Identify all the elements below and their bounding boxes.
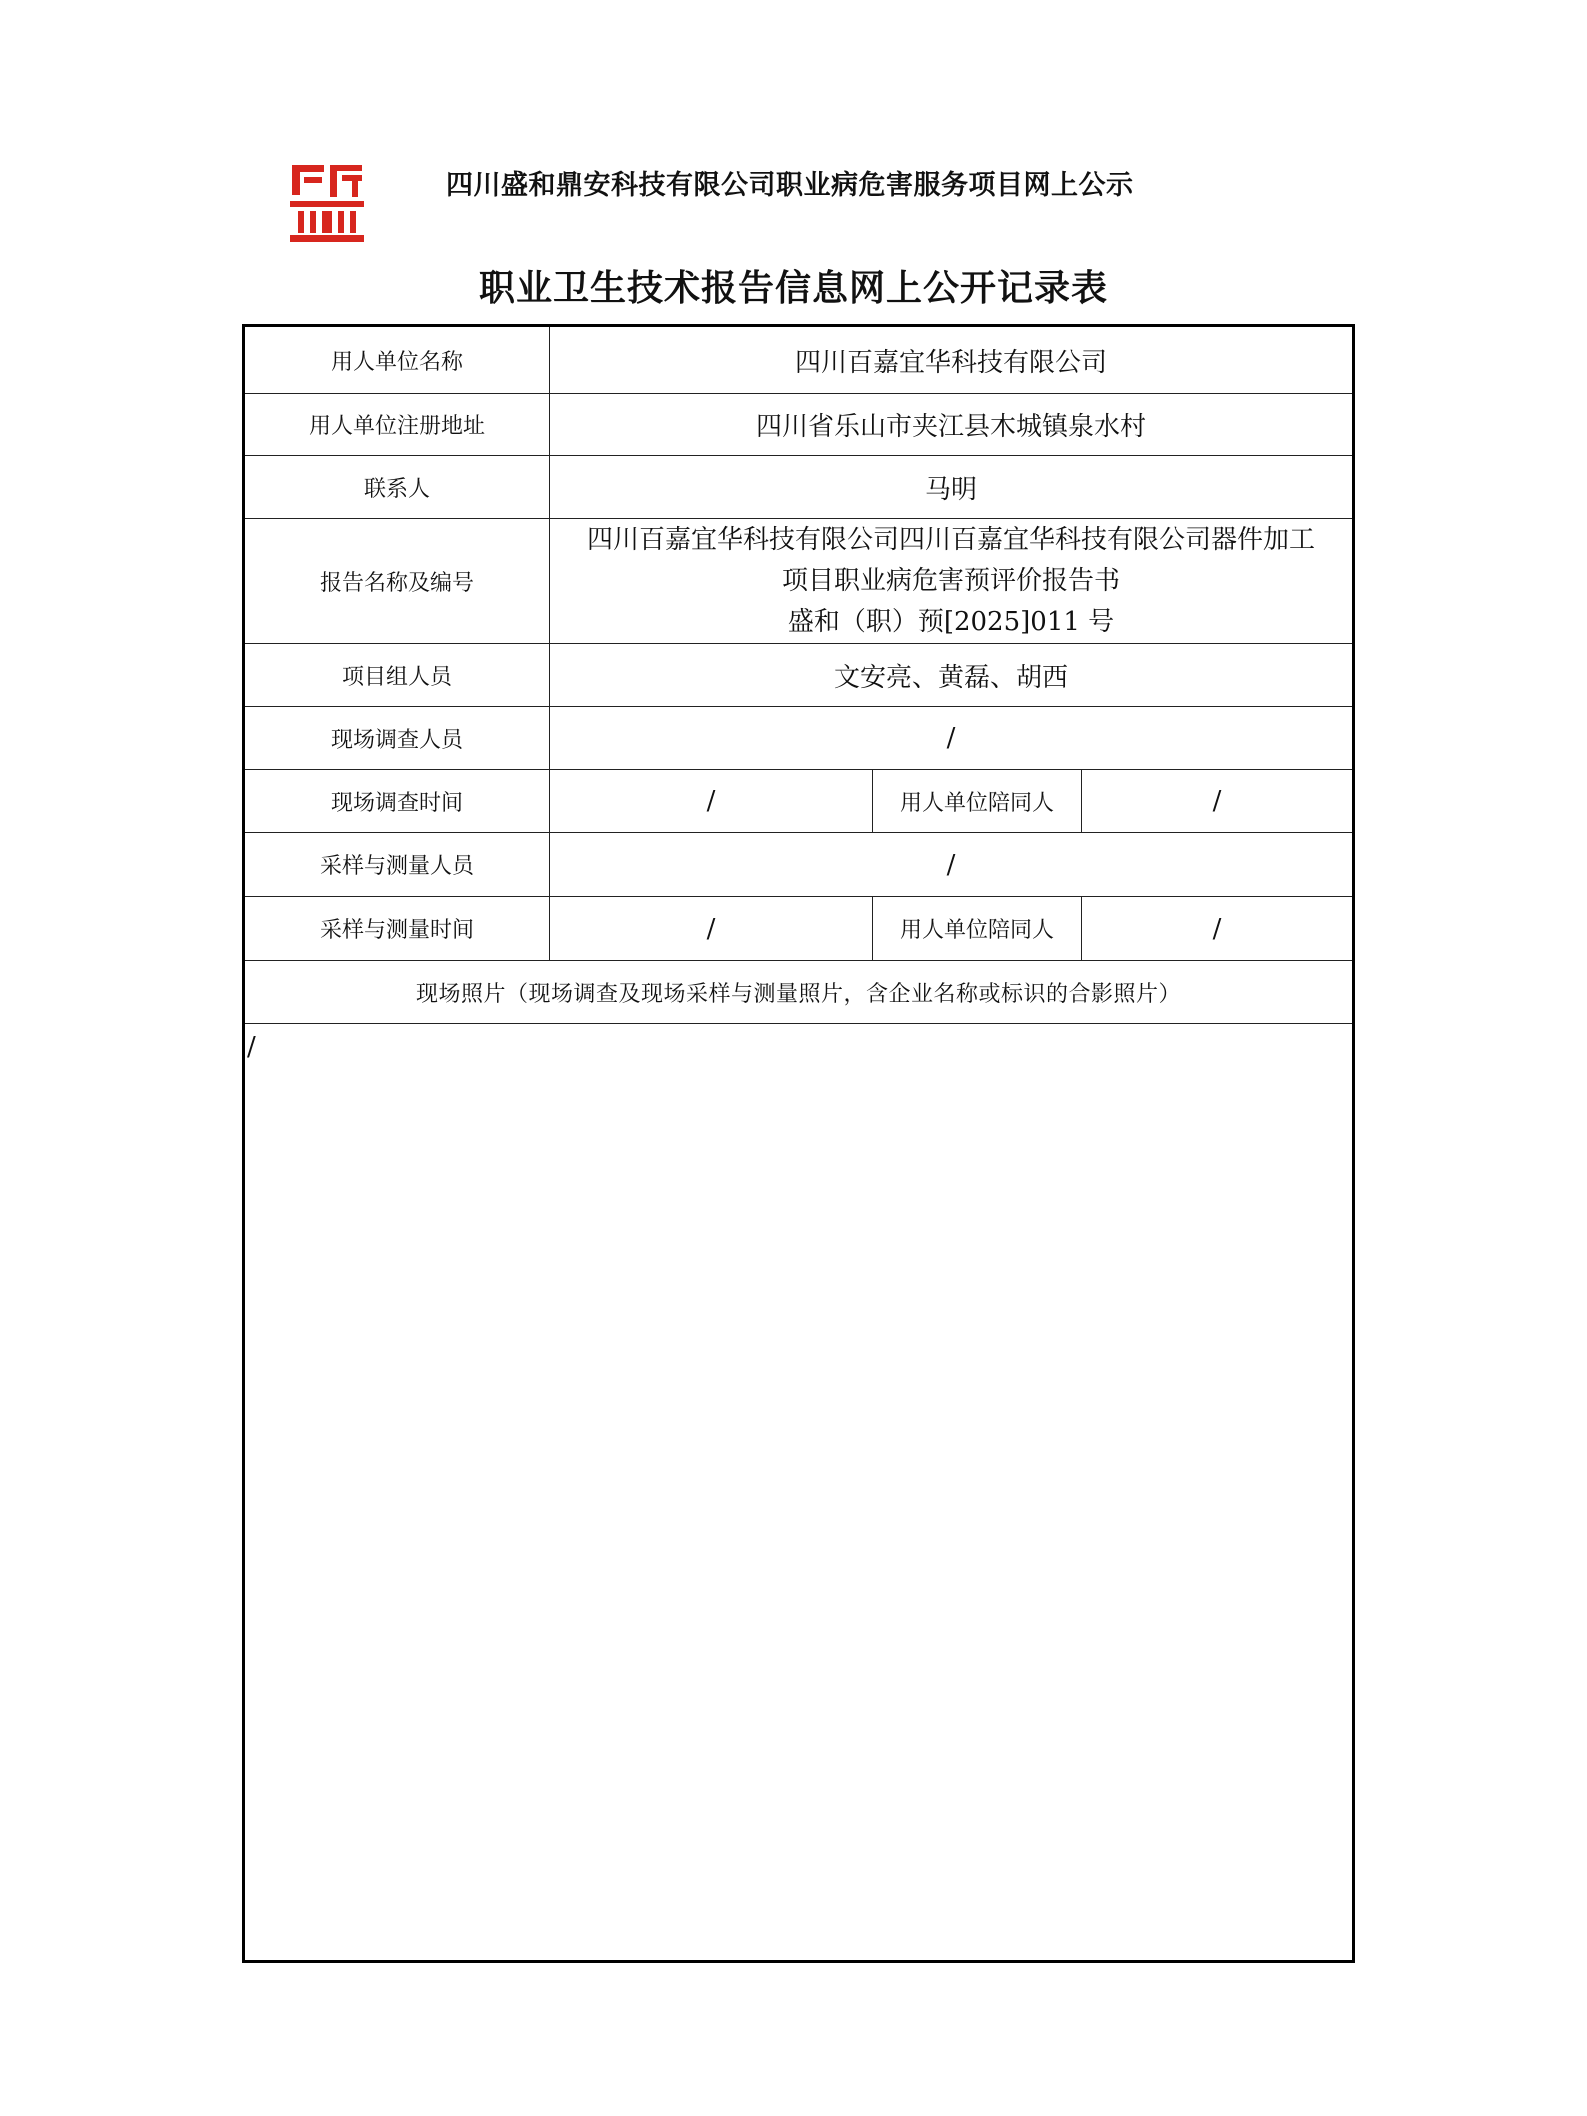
table-row <box>244 897 1354 961</box>
photos-value: / <box>247 1032 256 1062</box>
table-row <box>244 770 1354 833</box>
document-title: 职业卫生技术报告信息网上公开记录表 <box>478 267 1108 309</box>
sampling-companion-value: / <box>1082 897 1354 961</box>
sampling-companion-label: 用人单位陪同人 <box>873 897 1082 961</box>
table-row <box>244 707 1354 770</box>
contact-label: 联系人 <box>244 456 550 519</box>
report-line-2: 项目职业病危害预评价报告书 <box>782 565 1121 596</box>
sampling-staff-label: 采样与测量人员 <box>244 833 550 897</box>
report-label: 报告名称及编号 <box>244 519 550 644</box>
record-table <box>242 324 1355 1963</box>
table-row <box>244 326 1354 394</box>
photos-area <box>244 1024 1354 1962</box>
team-value: 文安亮、黄磊、胡西 <box>550 644 1354 707</box>
table-row <box>244 1024 1354 1962</box>
table-row <box>244 961 1354 1024</box>
photos-label: 现场照片（现场调查及现场采样与测量照片，含企业名称或标识的合影照片） <box>244 961 1354 1024</box>
team-label: 项目组人员 <box>244 644 550 707</box>
table-row <box>244 519 1354 644</box>
table-row <box>244 394 1354 456</box>
table-row <box>244 644 1354 707</box>
sampling-time-value: / <box>550 897 873 961</box>
report-line-1: 四川百嘉宜华科技有限公司四川百嘉宜华科技有限公司器件加工 <box>587 524 1316 555</box>
survey-time-label: 现场调查时间 <box>244 770 550 833</box>
page-header <box>0 0 1587 309</box>
company-line: 四川盛和鼎安科技有限公司职业病危害服务项目网上公示 <box>446 170 1134 201</box>
employer-address-value: 四川省乐山市夹江县木城镇泉水村 <box>550 394 1354 456</box>
sampling-time-label: 采样与测量时间 <box>244 897 550 961</box>
company-logo-icon <box>290 163 364 243</box>
employer-name-value: 四川百嘉宜华科技有限公司 <box>550 326 1354 394</box>
sampling-staff-value: / <box>550 833 1354 897</box>
employer-address-label: 用人单位注册地址 <box>244 394 550 456</box>
report-value <box>550 519 1354 644</box>
survey-companion-value: / <box>1082 770 1354 833</box>
survey-staff-label: 现场调查人员 <box>244 707 550 770</box>
report-line-3: 盛和（职）预[2025]011 号 <box>787 606 1115 637</box>
survey-time-value: / <box>550 770 873 833</box>
employer-name-label: 用人单位名称 <box>244 326 550 394</box>
table-row <box>244 456 1354 519</box>
survey-companion-label: 用人单位陪同人 <box>873 770 1082 833</box>
contact-value: 马明 <box>550 456 1354 519</box>
survey-staff-value: / <box>550 707 1354 770</box>
table-row <box>244 833 1354 897</box>
